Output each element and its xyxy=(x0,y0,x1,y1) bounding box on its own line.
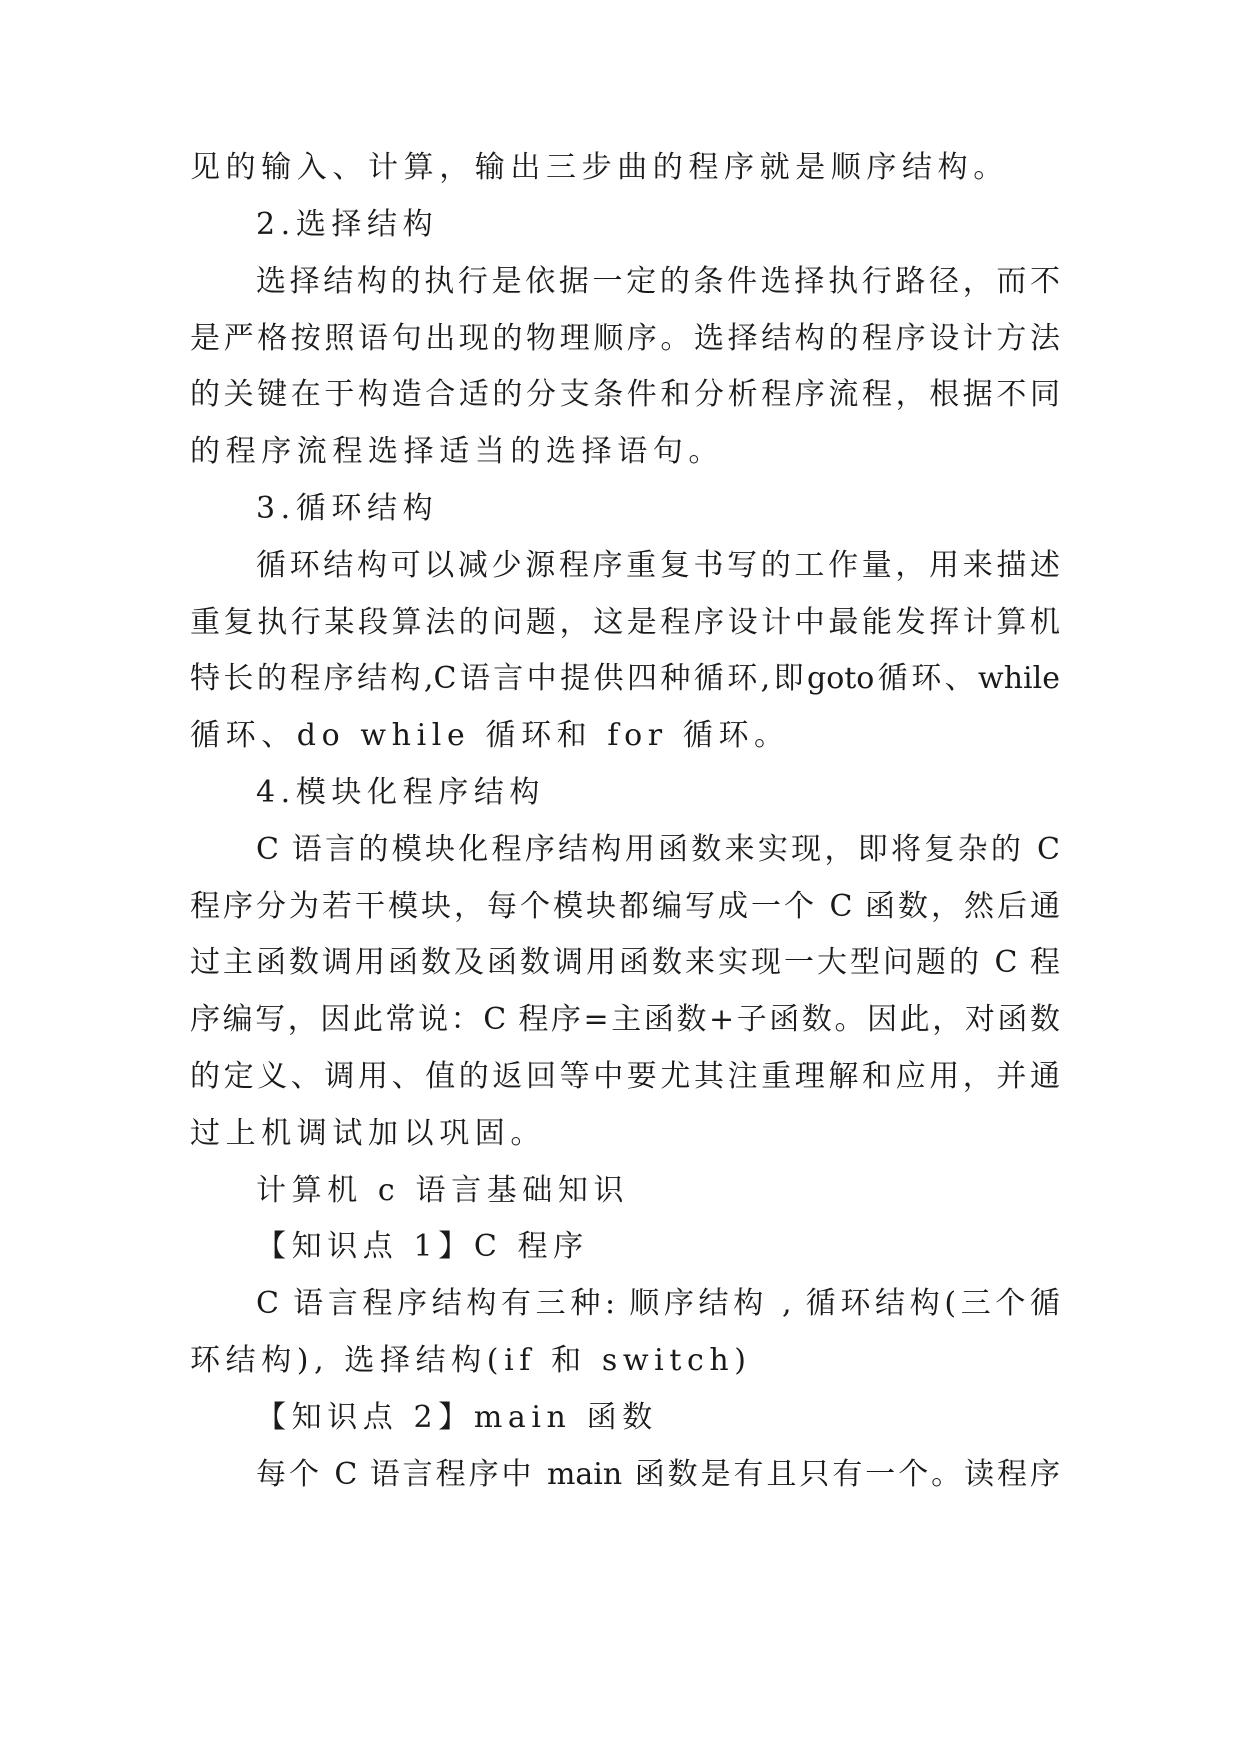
paragraph-line: 特长的程序结构,C语言中提供四种循环,即goto循环、while xyxy=(190,661,1060,696)
paragraph-line: 环结构), 选择结构(if 和 switch) xyxy=(190,1343,752,1378)
paragraph-line: 程序分为若干模块，每个模块都编写成一个 C 函数，然后通 xyxy=(190,889,1060,924)
paragraph-line: 循环、do while 循环和 for 循环。 xyxy=(190,718,790,753)
paragraph-line: 过上机调试加以巩固。 xyxy=(190,1116,546,1151)
paragraph-line: 过主函数调用函数及函数调用函数来实现一大型问题的 C 程 xyxy=(190,945,1060,980)
section-heading: 3.循环结构 xyxy=(256,491,439,526)
paragraph-line: 重复执行某段算法的问题，这是程序设计中最能发挥计算机 xyxy=(190,605,1060,640)
section-heading: 计算机 c 语言基础知识 xyxy=(256,1173,630,1208)
section-heading: 2.选择结构 xyxy=(256,207,439,242)
paragraph-line: 每个 C 语言程序中 main 函数是有且只有一个。读程序 xyxy=(256,1457,1060,1492)
section-heading: 4.模块化程序结构 xyxy=(256,775,546,810)
paragraph-line: C 语言程序结构有三种: 顺序结构 , 循环结构(三个循 xyxy=(256,1286,1060,1321)
paragraph-line: 序编写，因此常说：C 程序=主函数+子函数。因此，对函数 xyxy=(190,1002,1060,1037)
knowledge-point-heading: 【知识点 2】main 函数 xyxy=(256,1400,658,1435)
knowledge-point-heading: 【知识点 1】C 程序 xyxy=(256,1229,589,1264)
paragraph-line: 见的输入、计算，输出三步曲的程序就是顺序结构。 xyxy=(190,150,1009,185)
paragraph-line: C 语言的模块化程序结构用函数来实现，即将复杂的 C xyxy=(256,832,1060,867)
paragraph-line: 循环结构可以减少源程序重复书写的工作量，用来描述 xyxy=(256,548,1060,583)
paragraph-line: 选择结构的执行是依据一定的条件选择执行路径，而不 xyxy=(256,264,1060,299)
paragraph-line: 的关键在于构造合适的分支条件和分析程序流程，根据不同 xyxy=(190,377,1060,412)
paragraph-line: 的定义、调用、值的返回等中要尤其注重理解和应用，并通 xyxy=(190,1059,1060,1094)
paragraph-line: 的程序流程选择适当的选择语句。 xyxy=(190,434,724,469)
paragraph-line: 是严格按照语句出现的物理顺序。选择结构的程序设计方法 xyxy=(190,321,1060,356)
